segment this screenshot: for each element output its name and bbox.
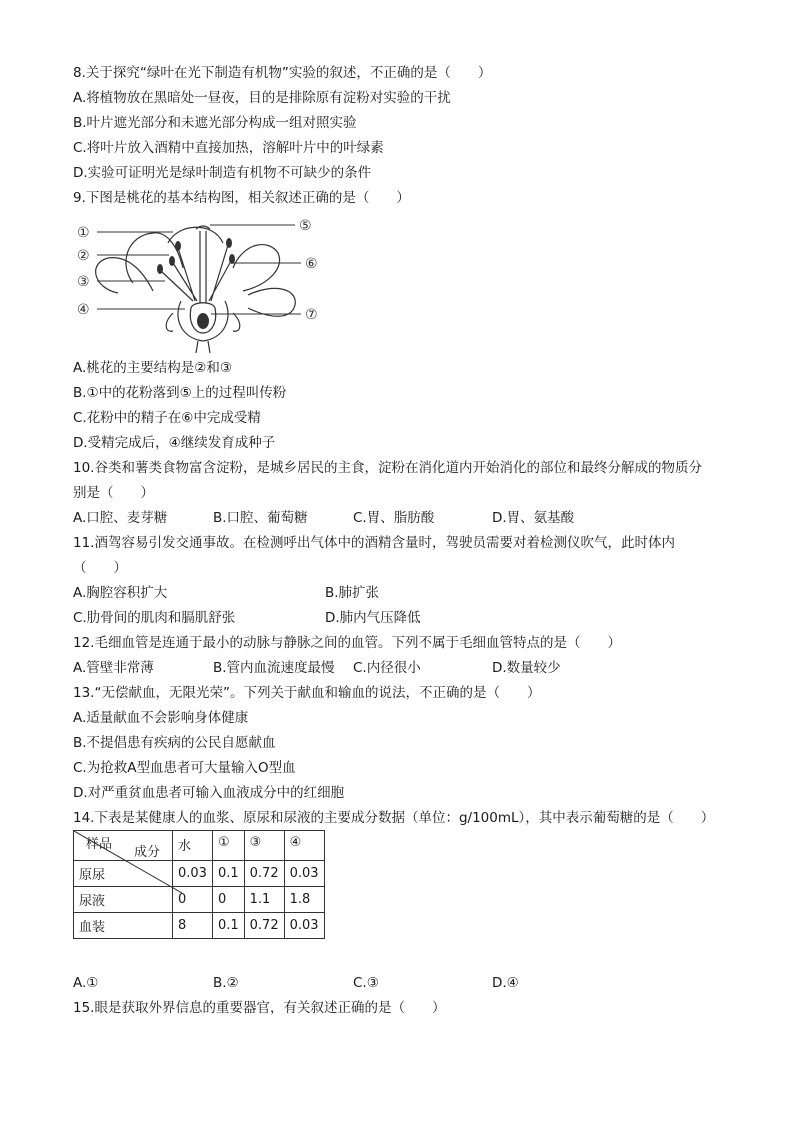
flower-label-7: ⑦ bbox=[305, 307, 318, 323]
q12-options bbox=[73, 659, 713, 677]
q12-option-b: B.管内血流速度最慢 bbox=[213, 660, 335, 676]
q14-stem: 14.下表是某健康人的血浆、原尿和尿液的主要成分数据（单位：g/100mL），其中表示葡萄糖的是（ ） bbox=[73, 810, 715, 826]
table-cell: 0.03 bbox=[284, 861, 324, 887]
table-column-header: ④ bbox=[284, 831, 324, 861]
q11-option-c: C.肋骨间的肌肉和膈肌舒张 bbox=[73, 610, 236, 626]
flower-label-1: ① bbox=[77, 225, 90, 241]
table-cell: 1.8 bbox=[284, 887, 324, 913]
q9-option-a: A.桃花的主要结构是②和③ bbox=[73, 360, 232, 376]
q8-option-b: B.叶片遮光部分和未遮光部分构成一组对照实验 bbox=[73, 115, 357, 131]
q10-option-b: B.口腔、葡萄糖 bbox=[213, 510, 308, 526]
flower-label-4: ④ bbox=[77, 302, 90, 318]
table-cell: 0 bbox=[173, 887, 213, 913]
q9-option-c: C.花粉中的精子在⑥中完成受精 bbox=[73, 410, 261, 426]
q9-stem: 9.下图是桃花的基本结构图，相关叙述正确的是（ ） bbox=[73, 190, 410, 206]
q15-stem: 15.眼是获取外界信息的重要器官，有关叙述正确的是（ ） bbox=[73, 1000, 446, 1016]
table-column-header: ③ bbox=[244, 831, 284, 861]
flower-label-5: ⑤ bbox=[299, 218, 312, 234]
q12-option-d: D.数量较少 bbox=[492, 660, 561, 676]
q10-option-a: A.口腔、麦芽糖 bbox=[73, 510, 168, 526]
flower-label-6: ⑥ bbox=[305, 256, 318, 272]
q14-options bbox=[73, 974, 713, 992]
table-column-header: ① bbox=[212, 831, 244, 861]
q11-stem-line2: （ ） bbox=[73, 560, 127, 576]
composition-table bbox=[73, 830, 325, 939]
q8-option-d: D.实验可证明光是绿叶制造有机物不可缺少的条件 bbox=[73, 165, 372, 181]
q11-option-b: B.肺扩张 bbox=[325, 585, 380, 601]
table-cell: 1.1 bbox=[244, 887, 284, 913]
table-cell: 0.72 bbox=[244, 913, 284, 939]
q8-option-a: A.将植物放在黑暗处一昼夜，目的是排除原有淀粉对实验的干扰 bbox=[73, 90, 451, 106]
q13-option-d: D.对严重贫血患者可输入血液成分中的红细胞 bbox=[73, 785, 345, 801]
q14-option-c: C.③ bbox=[353, 975, 379, 991]
q10-stem-line2: 别是（ ） bbox=[73, 485, 154, 501]
q9-option-d: D.受精完成后，④继续发育成种子 bbox=[73, 435, 276, 451]
flower-label-2: ② bbox=[77, 248, 90, 264]
q14-option-d: D.④ bbox=[492, 975, 519, 991]
q12-option-a: A.管壁非常薄 bbox=[73, 660, 154, 676]
q11-option-a: A.胸腔容积扩大 bbox=[73, 585, 168, 601]
corner-label-component: 成分 bbox=[133, 845, 160, 860]
table-header-row bbox=[74, 831, 325, 861]
table-cell: 0.72 bbox=[244, 861, 284, 887]
q13-option-c: C.为抢救A型血患者可大量输入O型血 bbox=[73, 760, 296, 776]
table-cell: 0.1 bbox=[212, 861, 244, 887]
q10-option-c: C.胃、脂肪酸 bbox=[353, 510, 435, 526]
row-header: 原尿 bbox=[74, 861, 173, 887]
q14-option-a: A.① bbox=[73, 975, 99, 991]
table-cell: 0.03 bbox=[284, 913, 324, 939]
q8-stem: 8.关于探究“绿叶在光下制造有机物”实验的叙述，不正确的是（ ） bbox=[73, 65, 492, 81]
row-header: 尿液 bbox=[74, 887, 173, 913]
table-cell: 0.1 bbox=[212, 913, 244, 939]
q11-options-row2 bbox=[73, 609, 713, 627]
q13-stem: 13.“无偿献血，无限光荣”。下列关于献血和输血的说法，不正确的是（ ） bbox=[73, 685, 541, 701]
q12-stem: 12.毛细血管是连通于最小的动脉与静脉之间的血管。下列不属于毛细血管特点的是（ ） bbox=[73, 635, 621, 651]
q14-option-b: B.② bbox=[213, 975, 239, 991]
q11-option-d: D.肺内气压降低 bbox=[325, 610, 421, 626]
table-cell: 8 bbox=[173, 913, 213, 939]
peach-flower-diagram bbox=[73, 213, 333, 353]
table-cell: 0.03 bbox=[173, 861, 213, 887]
q10-option-d: D.胃、氨基酸 bbox=[492, 510, 575, 526]
q13-option-b: B.不提倡患有疾病的公民自愿献血 bbox=[73, 735, 276, 751]
table-column-header: 水 bbox=[173, 831, 213, 861]
q10-options bbox=[73, 509, 713, 527]
q8-option-c: C.将叶片放入酒精中直接加热，溶解叶片中的叶绿素 bbox=[73, 140, 384, 156]
q12-option-c: C.内径很小 bbox=[353, 660, 421, 676]
q9-option-b: B.①中的花粉落到⑤上的过程叫传粉 bbox=[73, 385, 287, 401]
corner-label-sample: 样品 bbox=[86, 837, 113, 852]
table-cell: 0 bbox=[212, 887, 244, 913]
flower-label-3: ③ bbox=[77, 274, 90, 290]
table-row bbox=[74, 913, 325, 939]
q13-option-a: A.适量献血不会影响身体健康 bbox=[73, 710, 249, 726]
q11-options-row1 bbox=[73, 584, 713, 602]
q10-stem-line1: 10.谷类和薯类食物富含淀粉，是城乡居民的主食，淀粉在消化道内开始消化的部位和最终分解成的物质分 bbox=[73, 460, 702, 476]
table-corner-cell bbox=[74, 831, 173, 861]
q11-stem-line1: 11.酒驾容易引发交通事故。在检测呼出气体中的酒精含量时，驾驶员需要对着检测仪吹气，此时体内 bbox=[73, 535, 675, 551]
row-header: 血装 bbox=[74, 913, 173, 939]
